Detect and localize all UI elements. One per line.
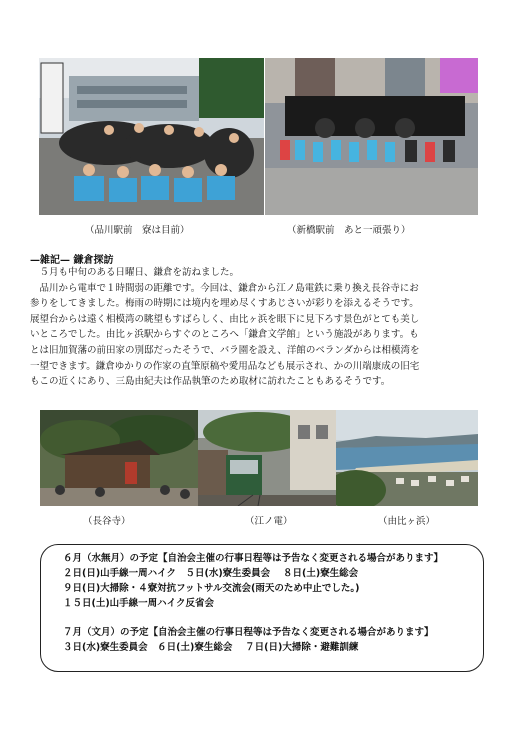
schedule-item: ３日(水)寮生委員会 ６日(土)寮生総会 ７日(日)大掃除・避難訓練 [63,642,359,653]
june-schedule-heading: ６月（水無月）の予定【自治会主催の行事日程等は予告なく変更される場合があります】 [63,553,444,564]
essay-line: 一望できます。鎌倉ゆかりの作家の直筆原稿や愛用品なども展示され、かの川端康成の旧宅 [30,360,420,372]
essay-heading: —雑記— 鎌倉探訪 [30,255,114,266]
essay-line: とは旧加賀藩の前田家の別邸だったそうで、バラ園を設え、洋館のベランダからは相模湾を [30,344,420,356]
photo-hasedera [40,410,198,506]
july-schedule-heading: ７月（文月）の予定【自治会主催の行事日程等は予告なく変更される場合があります】 [63,627,434,638]
schedule-item: １５日(土)山手線一周ハイク反省会 [63,598,214,609]
photo-caption-shinbashi: （新橋駅前 あと一頑張り） [287,225,411,236]
schedule-item: ９日(日)大掃除・４寮対抗フットサル交流会(雨天のため中止でした。) [63,583,360,594]
photo-caption-shinagawa: （品川駅前 寮は目前） [85,225,190,236]
photo-shinbashi-group [265,58,478,215]
schedule-box [40,544,484,672]
photo-shinagawa-group [39,58,264,215]
photo-caption-enoden: （江ノ電） [245,516,293,527]
essay-line: 参りをしてきました。梅雨の時期には境内を埋め尽くすあじさいが彩りを添えるそうです。 [30,298,419,310]
photo-yuigahama [336,410,478,506]
essay-line: もこの近くにあり、三島由紀夫は作品執筆のため取材に訪れたこともあるそうです。 [30,376,391,388]
photo-caption-yuigahama: （由比ヶ浜） [378,516,436,527]
photo-caption-hasedera: （長谷寺） [83,516,131,527]
essay-line: ５月も中旬のある日曜日、鎌倉を訪ねました。 [30,267,240,278]
photo-enoden [198,410,336,506]
essay-line: 展望台からは遠く相模湾の眺望もすばらしく、由比ヶ浜を眼下に見下ろす景色がとても美し [30,313,420,325]
schedule-item: ２日(日)山手線一周ハイク ５日(水)寮生委員会 ８日(土)寮生総会 [63,568,359,579]
essay-line: 品川から電車で１時間弱の距離です。今回は、鎌倉から江ノ島電鉄に乗り換え長谷寺にお [30,282,419,294]
essay-line: いところでした。由比ヶ浜駅からすぐのところへ「鎌倉文学館」という施設があります。も [30,329,419,341]
essay-body [30,265,490,390]
